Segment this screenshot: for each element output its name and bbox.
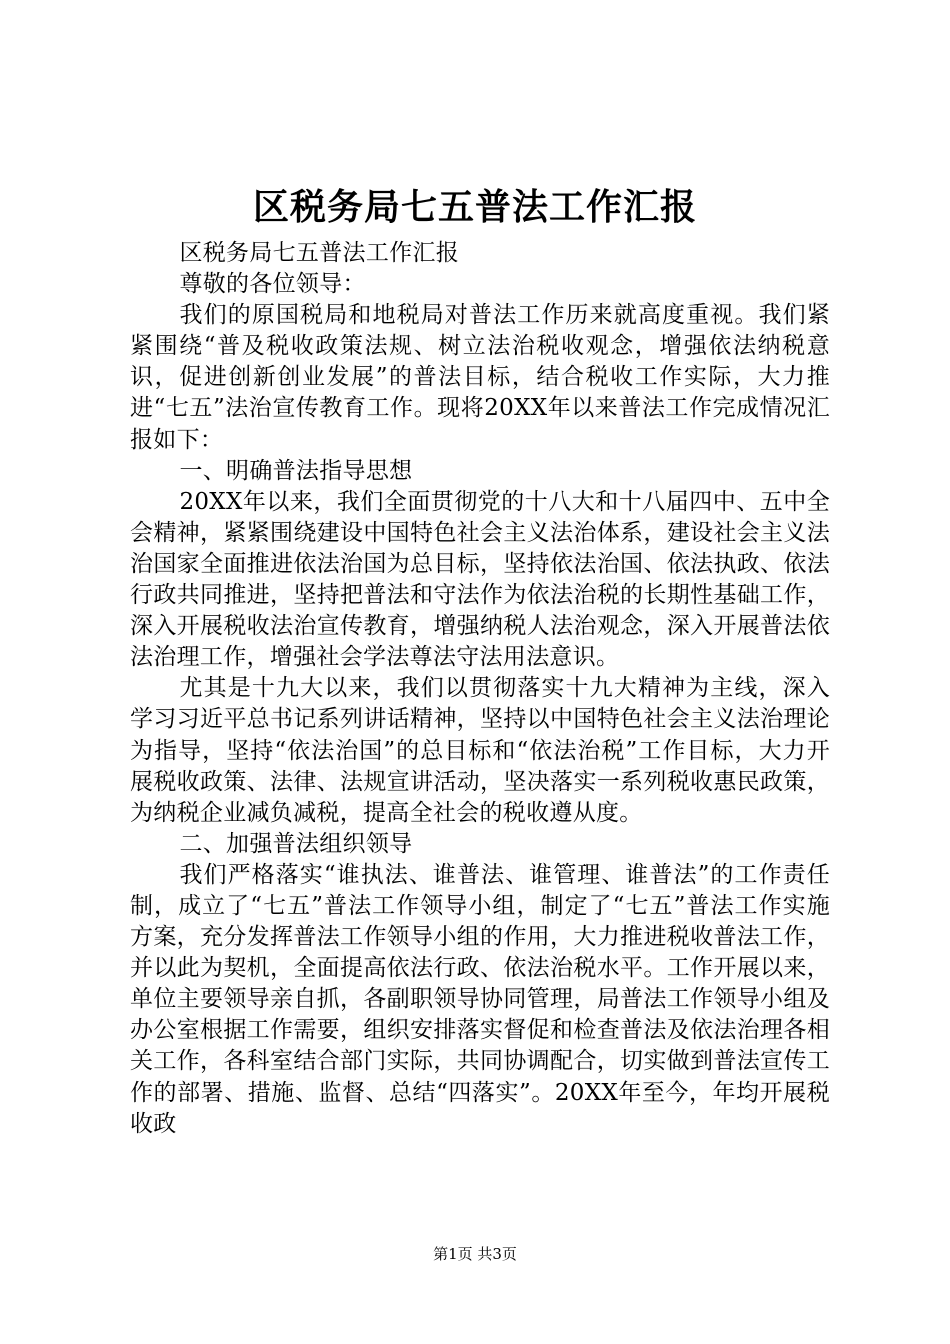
document-body [130, 238, 830, 1140]
section-heading-2: 二、加强普法组织领导 [179, 830, 413, 857]
paragraph-section-2: 我们严格落实“谁执法、谁普法、谁管理、谁普法”的工作责任制，成立了“七五”普法工作领导小组，制定了“七五”普法工作实施方案，充分发挥普法工作领导小组的作用，大力推进税收普法工作，并以此为契机，全面提高依法行政、依法治税水平。工作开展以来，单位主要领导亲自抓，各副职领导协同管理，局普法工作领导小组及办公室根据工作需要，组织安排落实督促和检查普法及依法治理各相关工作，各科室结合部门实际，共同协调配合，切实做到普法宣传工作的部署、措施、监督、总结“四落实”。20XX年至今，年均开展税收政 [130, 861, 830, 1137]
section-heading-1: 一、明确普法指导思想 [179, 457, 413, 484]
paragraph-subtitle: 区税务局七五普法工作汇报 [179, 240, 460, 266]
page-footer: 第1页 共3页 [433, 1245, 517, 1263]
paragraph-section-1: 20XX年以来，我们全面贯彻党的十八大和十八届四中、五中全会精神，紧紧围绕建设中国特色社会主义法治体系，建设社会主义法治国家全面推进依法治国为总目标，坚持依法治国、依法执政、依法行政共同推进，坚持把普法和守法作为依法治税的长期性基础工作，深入开展税收法治宣传教育，增强纳税人法治观念，深入开展普法依法治理工作，增强社会学法尊法守法用法意识。 [130, 488, 830, 671]
paragraph-intro: 我们的原国税局和地税局对普法工作历来就高度重视。我们紧紧围绕“普及税收政策法规、树立法治税收观念，增强依法纳税意识，促进创新创业发展”的普法目标，结合税收工作实际，大力推进“七五”法治宣传教育工作。现将20XX年以来普法工作完成情况汇报如下： [130, 302, 830, 453]
paragraph-section-1-cont: 尤其是十九大以来，我们以贯彻落实十九大精神为主线，深入学习习近平总书记系列讲话精神，坚持以中国特色社会主义法治理论为指导，坚持“依法治国”的总目标和“依法治税”工作目标，大力开展税收政策、法律、法规宣讲活动，坚决落实一系列税收惠民政策，为纳税企业减负减税，提高全社会的税收遵从度。 [130, 675, 830, 826]
paragraph-salutation: 尊敬的各位领导： [179, 271, 366, 298]
document-title: 区税务局七五普法工作汇报 [252, 186, 697, 228]
